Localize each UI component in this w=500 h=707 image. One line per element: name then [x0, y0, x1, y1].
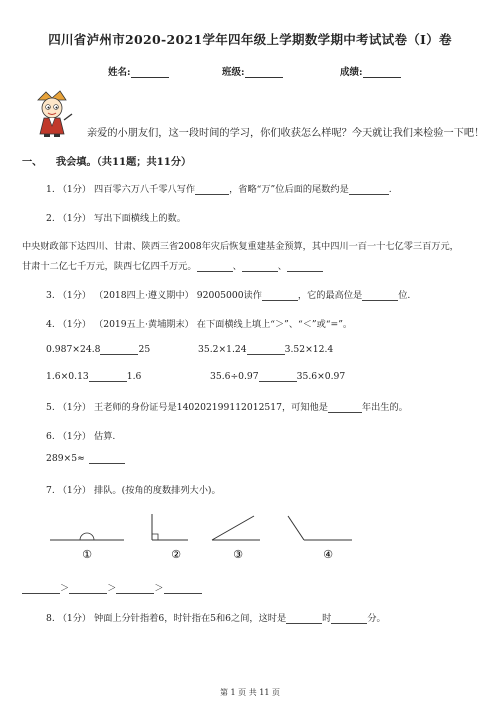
answer-blank[interactable] — [287, 262, 323, 272]
question-text: 王老师的身份证号是140202199112012517，可知他是 — [94, 402, 328, 413]
angle-2-label: ② — [171, 548, 181, 560]
answer-blank[interactable] — [362, 291, 398, 301]
question-score: （1分） — [57, 290, 92, 301]
question-number: 2. — [46, 213, 55, 224]
greater-than: ＞ — [107, 583, 117, 594]
expression: 0.987×24.8 — [46, 344, 101, 355]
angle-4-figure — [288, 516, 352, 540]
score-label: 成绩: — [340, 67, 363, 78]
question-4 — [46, 316, 352, 330]
angle-3-label: ③ — [233, 548, 243, 560]
answer-blank[interactable] — [242, 262, 278, 272]
question-5 — [46, 399, 408, 413]
expression: 35.6×0.97 — [296, 371, 346, 382]
answer-blank[interactable] — [195, 185, 229, 195]
angle-4-label: ④ — [323, 548, 333, 560]
question-6 — [46, 428, 115, 442]
page-footer: 第 1 页 共 11 页 — [220, 688, 280, 697]
question-score: （1分） — [57, 613, 92, 624]
question-text: 92005000读作 — [196, 290, 262, 301]
question-text: 甘肃十二亿七千万元，陕西七亿四千万元。 — [22, 261, 197, 272]
question-text: 位. — [398, 290, 411, 301]
section-number: 一、 — [22, 156, 43, 168]
question-2 — [46, 210, 186, 224]
answer-blank[interactable] — [247, 345, 285, 355]
expression: 25 — [138, 344, 151, 355]
separator: 、 — [277, 261, 287, 272]
answer-blank[interactable] — [164, 584, 202, 594]
question-number: 7. — [46, 485, 55, 496]
question-number: 6. — [46, 431, 55, 442]
answer-blank[interactable] — [22, 584, 60, 594]
angle-3-figure — [212, 516, 260, 540]
question-number: 4. — [46, 319, 55, 330]
question-text: 年出生的。 — [361, 402, 408, 413]
answer-blank[interactable] — [331, 614, 367, 624]
mascot-illustration — [30, 90, 74, 138]
expression: 3.52×12.4 — [284, 344, 334, 355]
section-1-header — [22, 153, 191, 168]
expression: 35.2×1.24 — [198, 344, 247, 355]
answer-blank[interactable] — [116, 584, 154, 594]
page-title: 四川省泸州市2020-2021学年四年级上学期数学期中考试试卷（I）卷 — [48, 32, 452, 47]
question-text: 四百零六万八千零八写作 — [94, 184, 196, 195]
comparison-4 — [210, 371, 345, 382]
question-score: （1分） — [57, 485, 92, 496]
class-field — [222, 64, 283, 78]
question-text: . — [388, 184, 392, 195]
question-score: （1分） — [57, 213, 92, 224]
answer-blank[interactable] — [286, 614, 322, 624]
greater-than: ＞ — [60, 583, 70, 594]
score-field — [340, 64, 401, 78]
question-source: （2018四上·遵义期中） — [94, 290, 194, 301]
question-text: 排队。(按角的度数排列大小)。 — [94, 485, 221, 496]
question-text: 分。 — [367, 613, 386, 624]
question-3 — [46, 287, 410, 301]
question-number: 1. — [46, 184, 55, 195]
question-7 — [46, 482, 221, 496]
angle-1-label: ① — [82, 548, 92, 560]
question-score: （1分） — [57, 184, 92, 195]
question-2-paragraph-1: 中央财政部下达四川、甘肃、陕西三省2008年灾后恢复重建基金预算，其中四川一百一十七亿零三百万元， — [22, 241, 459, 252]
angle-2-figure — [152, 514, 188, 540]
score-blank[interactable] — [363, 67, 401, 78]
name-blank[interactable] — [131, 67, 169, 78]
name-label: 姓名: — [108, 67, 131, 78]
question-number: 3. — [46, 290, 55, 301]
separator: 、 — [232, 261, 242, 272]
question-text: 写出下面横线上的数。 — [94, 213, 186, 224]
answer-blank[interactable] — [89, 372, 127, 382]
answer-blank[interactable] — [259, 372, 297, 382]
section-title: 我会填。（共11题；共11分） — [55, 156, 192, 168]
question-8 — [46, 610, 386, 624]
comparison-3 — [46, 371, 141, 382]
answer-blank[interactable] — [262, 291, 298, 301]
question-2-paragraph-2 — [22, 258, 323, 272]
angle-1-figure — [50, 533, 124, 540]
expression: 289×5≈ — [46, 453, 85, 464]
question-text: 钟面上分针指着6，时针指在5和6之间，这时是 — [94, 613, 287, 624]
comparison-1 — [46, 344, 150, 355]
estimation-row — [46, 453, 125, 464]
expression: 1.6×0.13 — [46, 371, 89, 382]
question-number: 5. — [46, 402, 55, 413]
question-text: ，它的最高位是 — [297, 290, 363, 301]
answer-blank[interactable] — [69, 584, 107, 594]
class-label: 班级: — [222, 67, 245, 78]
question-text: 时 — [322, 613, 332, 624]
question-score: （1分） — [57, 402, 92, 413]
question-text: 在下面横线上填上“＞”、“＜”或“=”。 — [196, 319, 353, 330]
angle-figures — [46, 510, 366, 560]
answer-blank[interactable] — [100, 345, 138, 355]
name-field — [108, 64, 169, 78]
expression: 1.6 — [126, 371, 142, 382]
answer-blank[interactable] — [349, 185, 389, 195]
question-1 — [46, 181, 392, 195]
expression: 35.6÷0.97 — [210, 371, 259, 382]
ordering-row — [22, 580, 202, 594]
question-text: ，省略“万”位后面的尾数约是 — [229, 184, 349, 195]
class-blank[interactable] — [245, 67, 283, 78]
answer-blank[interactable] — [89, 454, 125, 464]
greater-than: ＞ — [154, 583, 164, 594]
question-source: （2019五上·黄埔期末） — [94, 319, 194, 330]
comparison-2 — [198, 344, 333, 355]
question-text: 估算. — [94, 431, 116, 442]
welcome-text: 亲爱的小朋友们，这一段时间的学习，你们收获怎么样呢？今天就让我们来检验一下吧！ — [87, 128, 485, 139]
question-score: （1分） — [57, 431, 92, 442]
question-number: 8. — [46, 613, 55, 624]
question-score: （1分） — [57, 319, 92, 330]
answer-blank[interactable] — [197, 262, 233, 272]
answer-blank[interactable] — [328, 403, 362, 413]
